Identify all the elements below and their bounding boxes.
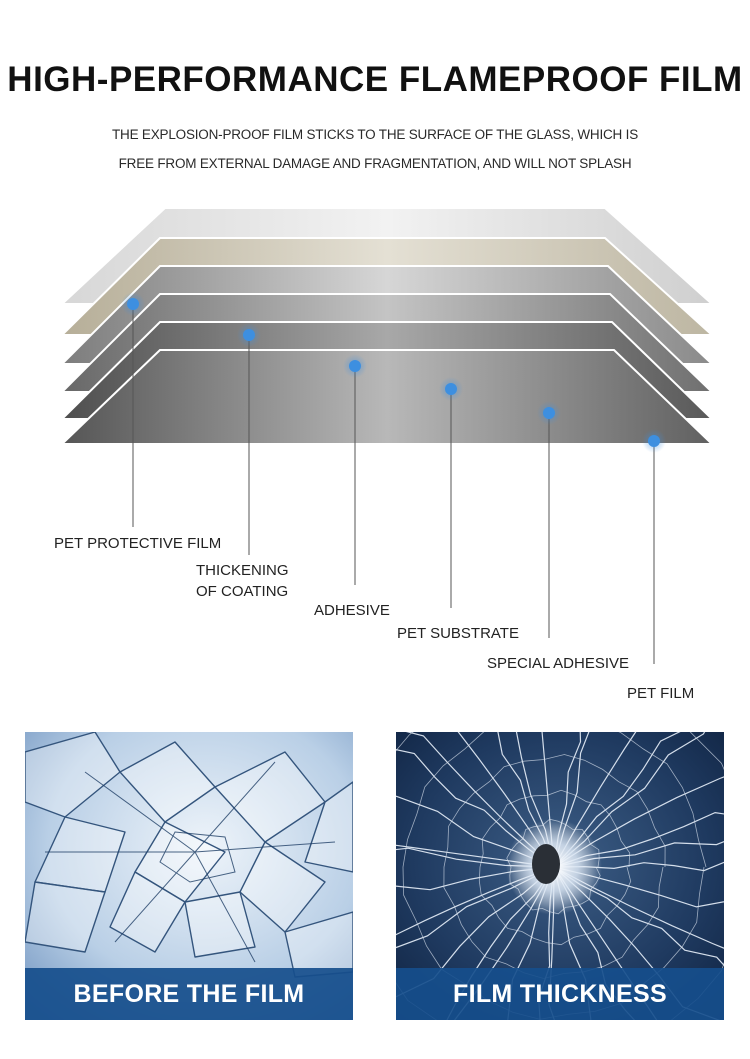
film-thickness-panel [396, 732, 724, 1020]
marker-dot [642, 429, 666, 453]
label-pet-protective-film: PET PROTECTIVE FILM [54, 535, 222, 552]
subtitle-line-1: THE EXPLOSION-PROOF FILM STICKS TO THE SURFACE OF THE GLASS, WHICH IS [111, 127, 639, 142]
marker-dot [537, 401, 561, 425]
film-thickness-caption [396, 968, 724, 1020]
label-adhesive: ADHESIVE [314, 602, 390, 619]
label-pet-substrate: PET SUBSTRATE [397, 625, 519, 642]
layer-special-adhesive [62, 350, 712, 444]
marker-dot [343, 354, 367, 378]
marker-dot [439, 377, 463, 401]
before-film-caption [25, 968, 353, 1020]
before-film-panel [25, 732, 353, 1020]
marker-dot [237, 323, 261, 347]
film-thickness-label: FILM THICKNESS [453, 979, 667, 1008]
label-special-adhesive: SPECIAL ADHESIVE [487, 655, 630, 672]
subtitle-line-2: FREE FROM EXTERNAL DAMAGE AND FRAGMENTATION, AND WILL NOT SPLASH [118, 156, 632, 171]
label-thickening-coating [196, 560, 289, 602]
label-line-2: OF COATING [196, 583, 289, 600]
label-pet-film: PET FILM [627, 685, 695, 702]
marker-dot [121, 292, 145, 316]
before-film-label: BEFORE THE FILM [73, 979, 305, 1008]
page-title: HIGH-PERFORMANCE FLAMEPROOF FILM [7, 60, 743, 99]
label-line-1: THICKENING [196, 562, 289, 579]
page-subtitle [40, 120, 710, 178]
